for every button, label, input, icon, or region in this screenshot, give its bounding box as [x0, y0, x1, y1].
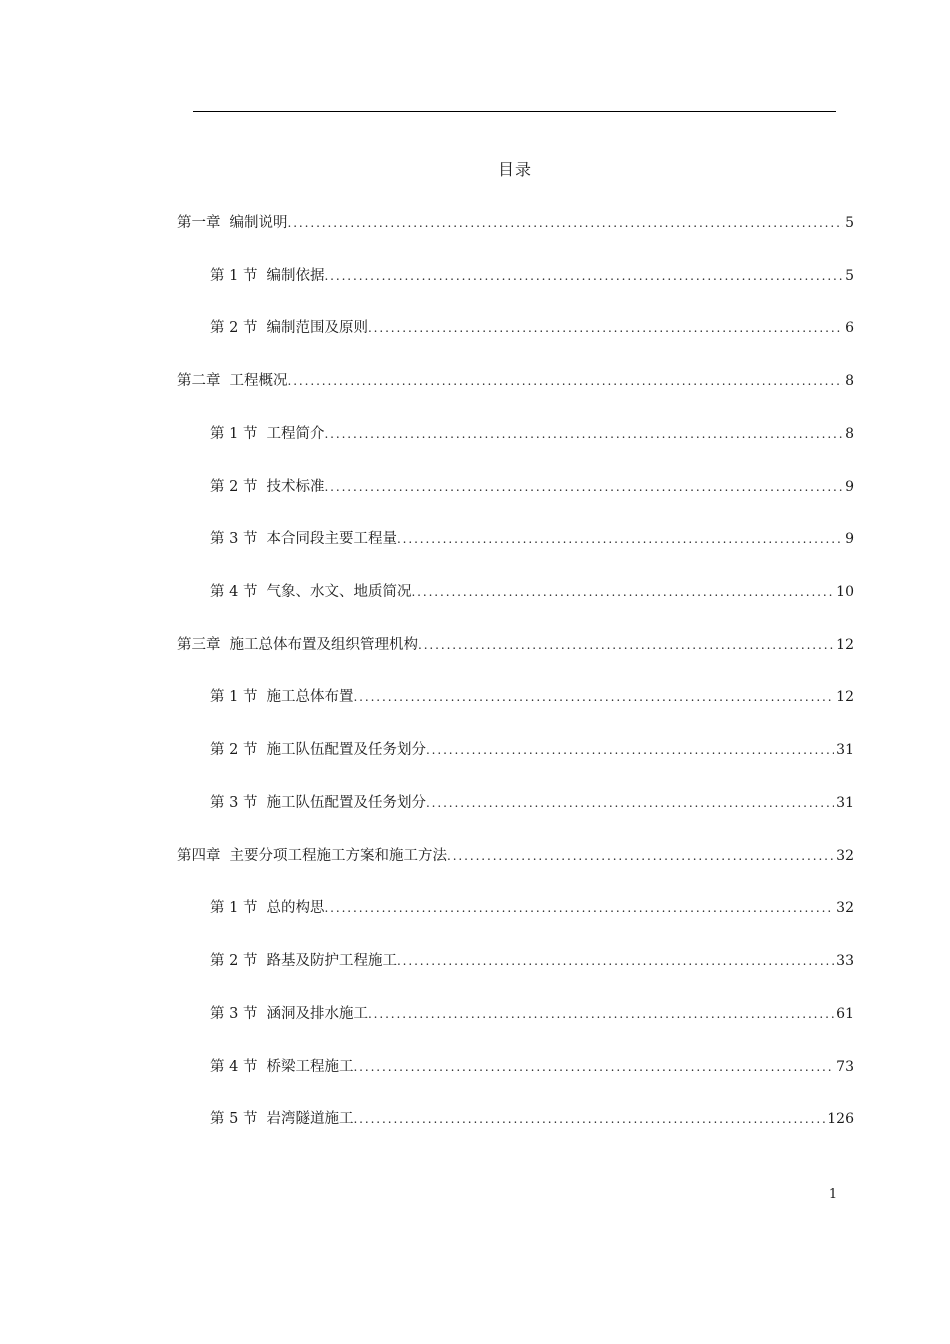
toc-entry-number: 第一章	[177, 215, 221, 231]
toc-title: 目录	[497, 160, 532, 179]
toc-entry-number: 第 1 节	[210, 426, 258, 442]
toc-entry-title: 施工总体布置	[266, 689, 354, 705]
toc-entry-title: 编制范围及原则	[266, 320, 368, 336]
toc-entry-page: 32	[836, 848, 854, 864]
dot-leader	[353, 686, 834, 708]
dot-leader	[447, 845, 834, 867]
toc-entry-title: 涵洞及排水施工	[266, 1006, 368, 1022]
dot-leader	[418, 634, 834, 656]
dot-leader	[353, 1056, 834, 1078]
toc-entry[interactable]	[210, 950, 854, 972]
toc-entry-title: 工程简介	[266, 426, 325, 442]
toc-entry-title: 气象、水文、地质简况	[266, 584, 412, 600]
toc-entry[interactable]	[210, 476, 854, 498]
toc-entry[interactable]	[210, 423, 854, 445]
toc-entry-title: 岩湾隧道施工	[266, 1111, 354, 1127]
toc-entry-page: 33	[836, 953, 854, 969]
toc-entry-title: 桥梁工程施工	[266, 1059, 354, 1075]
toc-entry[interactable]	[177, 845, 854, 867]
toc-entry-title: 编制依据	[266, 268, 325, 284]
toc-entry-number: 第 4 节	[210, 1059, 258, 1075]
toc-entry[interactable]	[210, 739, 854, 761]
toc-entry-page: 9	[845, 479, 854, 495]
toc-entry-number: 第 1 节	[210, 900, 258, 916]
toc-entry[interactable]	[210, 1003, 854, 1025]
toc-entry-number: 第 3 节	[210, 795, 258, 811]
toc-entry-title: 路基及防护工程施工	[266, 953, 397, 969]
toc-entry-page: 126	[827, 1111, 854, 1127]
toc-entry-page: 5	[845, 215, 854, 231]
toc-entry-title: 施工队伍配置及任务划分	[266, 742, 426, 758]
toc-entry-number: 第三章	[177, 637, 221, 653]
toc-entry-number: 第二章	[177, 373, 221, 389]
toc-entry-number: 第 5 节	[210, 1111, 258, 1127]
dot-leader	[324, 476, 843, 498]
toc-entry-number: 第四章	[177, 848, 221, 864]
toc-entry-page: 12	[836, 637, 854, 653]
toc-entry[interactable]	[210, 686, 854, 708]
dot-leader	[368, 317, 843, 339]
toc-entry-title: 本合同段主要工程量	[266, 531, 397, 547]
toc-entry-title: 主要分项工程施工方案和施工方法	[229, 848, 447, 864]
toc-entry-page: 10	[836, 584, 854, 600]
toc-entry-page: 6	[845, 320, 854, 336]
dot-leader	[353, 1108, 825, 1130]
dot-leader	[288, 370, 844, 392]
toc-entry-number: 第 3 节	[210, 1006, 258, 1022]
page-number: 1	[828, 1187, 838, 1202]
toc-entry-page: 61	[836, 1006, 854, 1022]
toc-entry-title: 总的构思	[266, 900, 325, 916]
toc-entry-title: 施工队伍配置及任务划分	[266, 795, 426, 811]
toc-entry-page: 5	[845, 268, 854, 284]
toc-entry-number: 第 4 节	[210, 584, 258, 600]
toc-entry-page: 73	[836, 1059, 854, 1075]
toc-entry-page: 8	[845, 373, 854, 389]
dot-leader	[324, 897, 834, 919]
dot-leader	[397, 950, 834, 972]
toc-entry-page: 12	[836, 689, 854, 705]
dot-leader	[426, 792, 834, 814]
toc-entry[interactable]	[210, 1056, 854, 1078]
toc-entry-page: 8	[845, 426, 854, 442]
toc-entry[interactable]	[210, 317, 854, 339]
toc-entry-number: 第 2 节	[210, 320, 258, 336]
toc-entry-number: 第 1 节	[210, 689, 258, 705]
toc-entry[interactable]	[210, 581, 854, 603]
toc-entry[interactable]	[210, 792, 854, 814]
toc-entry-title: 施工总体布置及组织管理机构	[229, 637, 418, 653]
toc-entry-number: 第 2 节	[210, 742, 258, 758]
dot-leader	[411, 581, 834, 603]
toc-entry-title: 技术标准	[266, 479, 325, 495]
dot-leader	[397, 528, 843, 550]
dot-leader	[324, 265, 843, 287]
toc-entry-page: 31	[836, 742, 854, 758]
toc-entry[interactable]	[177, 212, 854, 234]
toc-entry-page: 31	[836, 795, 854, 811]
toc-entry[interactable]	[210, 528, 854, 550]
toc-entry[interactable]	[177, 370, 854, 392]
toc-entry-title: 工程概况	[229, 373, 288, 389]
toc-entry[interactable]	[210, 1108, 854, 1130]
toc-entry-title: 编制说明	[229, 215, 288, 231]
dot-leader	[368, 1003, 834, 1025]
toc-entry[interactable]	[210, 897, 854, 919]
toc-entry-number: 第 1 节	[210, 268, 258, 284]
toc-entry[interactable]	[177, 634, 854, 656]
toc-entry[interactable]	[210, 265, 854, 287]
toc-entry-page: 32	[836, 900, 854, 916]
dot-leader	[426, 739, 834, 761]
dot-leader	[288, 212, 844, 234]
dot-leader	[324, 423, 843, 445]
header-rule	[193, 111, 836, 112]
toc-entry-number: 第 2 节	[210, 479, 258, 495]
toc-entry-number: 第 2 节	[210, 953, 258, 969]
toc-entry-page: 9	[845, 531, 854, 547]
toc-entry-number: 第 3 节	[210, 531, 258, 547]
